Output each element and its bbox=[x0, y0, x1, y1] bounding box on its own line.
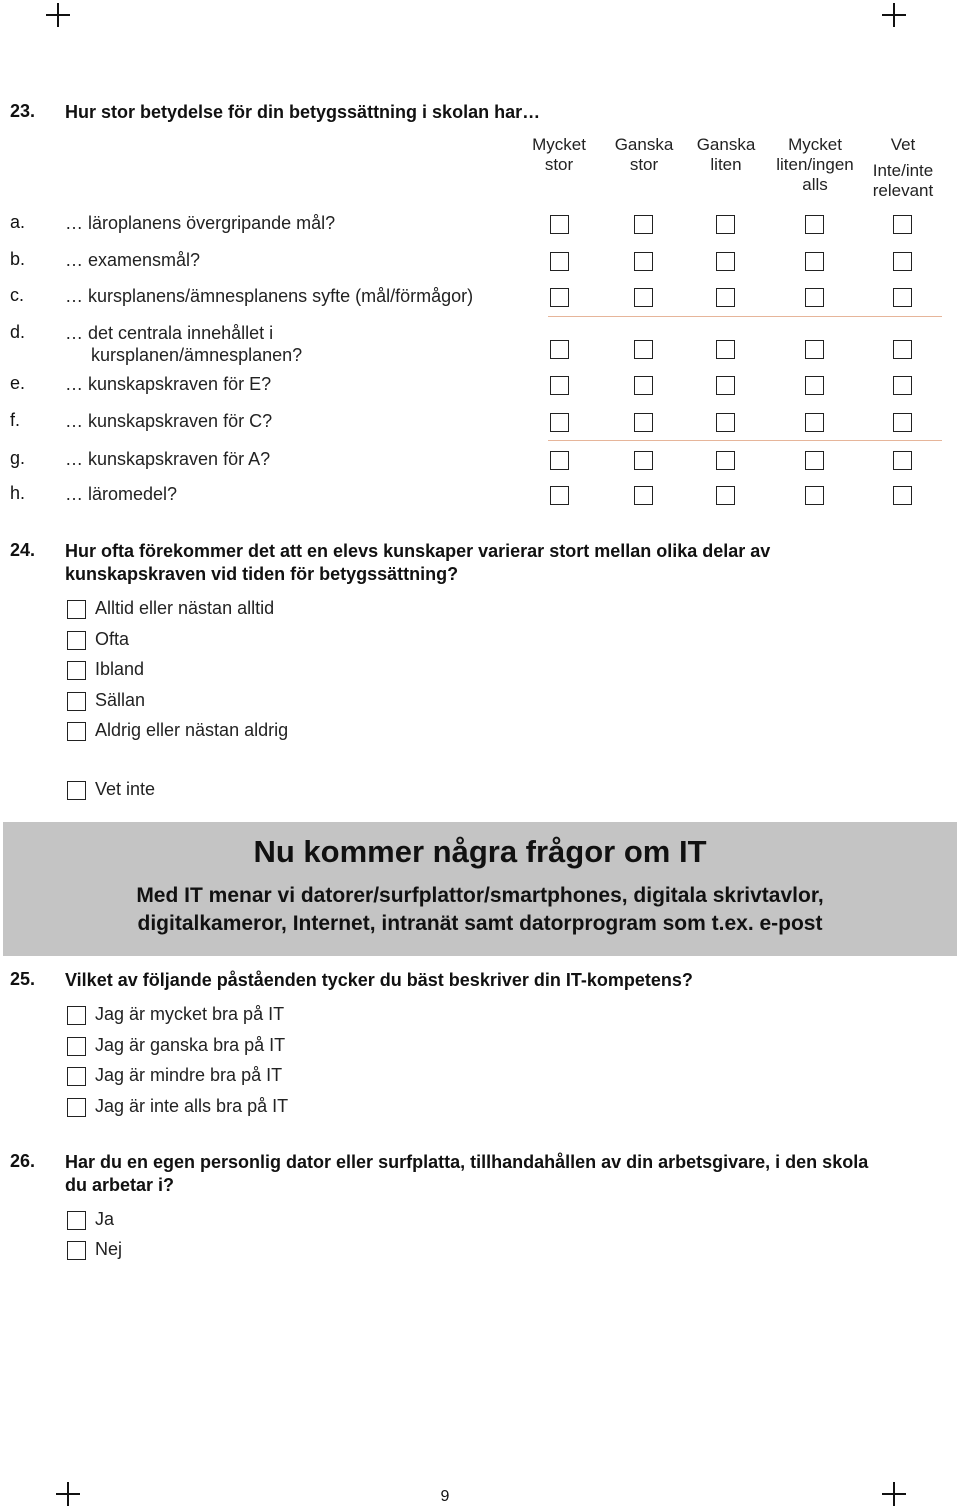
checkbox[interactable] bbox=[550, 288, 569, 307]
question-23-row-d bbox=[0, 322, 944, 368]
checkbox[interactable] bbox=[893, 376, 912, 395]
row-label: … kunskapskraven för C? bbox=[65, 411, 273, 431]
option-label: Jag är ganska bra på IT bbox=[95, 1035, 286, 1055]
column-header-line: stor bbox=[629, 155, 659, 174]
checkbox[interactable] bbox=[67, 781, 86, 800]
checkbox[interactable] bbox=[634, 340, 653, 359]
checkbox[interactable] bbox=[67, 692, 86, 711]
section-banner-subtitle bbox=[3, 882, 957, 938]
page-number: 9 bbox=[440, 1488, 450, 1505]
checkbox[interactable] bbox=[550, 413, 569, 432]
checkbox[interactable] bbox=[67, 1037, 86, 1056]
checkbox[interactable] bbox=[716, 252, 735, 271]
question-23-text: Hur stor betydelse för din betygssättning i skolan har… bbox=[65, 102, 541, 122]
checkbox[interactable] bbox=[67, 661, 86, 680]
checkbox[interactable] bbox=[634, 451, 653, 470]
checkbox[interactable] bbox=[67, 1006, 86, 1025]
checkbox[interactable] bbox=[716, 486, 735, 505]
option-label: Ofta bbox=[95, 629, 130, 649]
checkbox[interactable] bbox=[716, 376, 735, 395]
row-letter: h. bbox=[10, 483, 26, 503]
column-header-line: Ganska bbox=[614, 135, 674, 154]
question-23-number: 23. bbox=[10, 101, 36, 121]
checkbox[interactable] bbox=[716, 413, 735, 432]
column-header-line: Mycket bbox=[532, 135, 586, 154]
registration-mark-bottom-left bbox=[56, 1482, 80, 1506]
option-label: Ja bbox=[95, 1209, 115, 1229]
column-header-line: Vet bbox=[890, 135, 916, 154]
checkbox[interactable] bbox=[893, 288, 912, 307]
question-23-row-f bbox=[0, 410, 944, 438]
checkbox[interactable] bbox=[805, 288, 824, 307]
checkbox[interactable] bbox=[634, 288, 653, 307]
checkbox[interactable] bbox=[67, 1067, 86, 1086]
column-header-line: Inte/inte bbox=[872, 161, 934, 180]
row-label: … läroplanens övergripande mål? bbox=[65, 213, 336, 233]
option-label: Alltid eller nästan alltid bbox=[95, 598, 275, 618]
checkbox[interactable] bbox=[893, 451, 912, 470]
checkbox[interactable] bbox=[67, 1241, 86, 1260]
question-26-number: 26. bbox=[10, 1151, 36, 1171]
checkbox[interactable] bbox=[634, 252, 653, 271]
checkbox[interactable] bbox=[893, 340, 912, 359]
checkbox[interactable] bbox=[805, 252, 824, 271]
question-25-number: 25. bbox=[10, 969, 36, 989]
option-label: Aldrig eller nästan aldrig bbox=[95, 720, 289, 740]
row-divider bbox=[548, 440, 942, 441]
checkbox[interactable] bbox=[805, 451, 824, 470]
row-letter: g. bbox=[10, 448, 26, 468]
option-label: Nej bbox=[95, 1239, 123, 1259]
question-24-number: 24. bbox=[10, 540, 36, 560]
registration-mark-bottom-right bbox=[882, 1482, 906, 1506]
column-header-mycket-liten bbox=[765, 135, 865, 195]
checkbox[interactable] bbox=[550, 376, 569, 395]
question-23-row-h bbox=[0, 483, 944, 511]
column-header-line: liten bbox=[710, 155, 742, 174]
registration-mark-top-right bbox=[882, 3, 906, 27]
row-divider bbox=[548, 316, 942, 317]
row-label-line2: kursplanen/ämnesplanen? bbox=[91, 345, 303, 365]
question-24-text: Hur ofta förekommer det att en elevs kunskaper varierar stort mellan olika delar av kunskapskraven vid tiden för betygssättning? bbox=[65, 541, 771, 584]
option-label: Jag är inte alls bra på IT bbox=[95, 1096, 289, 1116]
row-label: … kunskapskraven för A? bbox=[65, 449, 271, 469]
checkbox[interactable] bbox=[550, 252, 569, 271]
checkbox[interactable] bbox=[716, 451, 735, 470]
checkbox[interactable] bbox=[634, 376, 653, 395]
subtitle-line: Med IT menar vi datorer/surfplattor/smartphones, digitala skrivtavlor, bbox=[136, 884, 824, 907]
checkbox[interactable] bbox=[805, 486, 824, 505]
column-header-line: relevant bbox=[872, 181, 934, 200]
checkbox[interactable] bbox=[716, 215, 735, 234]
checkbox[interactable] bbox=[716, 288, 735, 307]
row-label: … examensmål? bbox=[65, 250, 201, 270]
checkbox[interactable] bbox=[716, 340, 735, 359]
row-label-line1: … det centrala innehållet i bbox=[65, 323, 274, 343]
checkbox[interactable] bbox=[893, 252, 912, 271]
checkbox[interactable] bbox=[805, 376, 824, 395]
checkbox[interactable] bbox=[805, 340, 824, 359]
row-label: … kunskapskraven för E? bbox=[65, 374, 272, 394]
question-23-row-a bbox=[0, 212, 944, 240]
row-letter: e. bbox=[10, 373, 26, 393]
checkbox[interactable] bbox=[550, 215, 569, 234]
checkbox[interactable] bbox=[67, 722, 86, 741]
checkbox[interactable] bbox=[893, 486, 912, 505]
column-header-line: Mycket bbox=[788, 135, 842, 154]
checkbox[interactable] bbox=[805, 215, 824, 234]
subtitle-line: digitalkameror, Internet, intranät samt datorprogram som t.ex. e-post bbox=[137, 912, 823, 935]
option-label: Vet inte bbox=[95, 779, 156, 799]
question-23-row-e bbox=[0, 373, 944, 401]
row-letter: b. bbox=[10, 249, 26, 269]
row-label: … läromedel? bbox=[65, 484, 178, 504]
question-23-row-b bbox=[0, 249, 944, 277]
question-23-row-c bbox=[0, 285, 944, 313]
question-25-text: Vilket av följande påståenden tycker du bäst beskriver din IT-kompetens? bbox=[65, 970, 693, 990]
checkbox[interactable] bbox=[893, 413, 912, 432]
row-letter: c. bbox=[10, 285, 25, 305]
option-label: Sällan bbox=[95, 690, 146, 710]
checkbox[interactable] bbox=[550, 340, 569, 359]
checkbox[interactable] bbox=[67, 631, 86, 650]
checkbox[interactable] bbox=[893, 215, 912, 234]
checkbox[interactable] bbox=[634, 413, 653, 432]
row-letter: d. bbox=[10, 322, 26, 342]
checkbox[interactable] bbox=[67, 600, 86, 619]
row-letter: f. bbox=[10, 410, 21, 430]
checkbox[interactable] bbox=[634, 486, 653, 505]
checkbox[interactable] bbox=[67, 1098, 86, 1117]
option-label: Ibland bbox=[95, 659, 145, 679]
checkbox[interactable] bbox=[550, 451, 569, 470]
checkbox[interactable] bbox=[67, 1211, 86, 1230]
column-header-line: alls bbox=[802, 175, 828, 194]
column-header-vet-inte bbox=[853, 135, 953, 201]
column-header-line: Ganska bbox=[696, 135, 756, 154]
section-banner bbox=[3, 822, 957, 956]
question-26-text: Har du en egen personlig dator eller surfplatta, tillhandahållen av din arbetsgivare, i den skola du arbetar i? bbox=[65, 1152, 869, 1195]
row-label: … kursplanens/ämnesplanens syfte (mål/förmågor) bbox=[65, 286, 474, 306]
column-header-ganska-liten bbox=[676, 135, 776, 175]
checkbox[interactable] bbox=[634, 215, 653, 234]
column-header-line: stor bbox=[544, 155, 574, 174]
registration-mark-top-left bbox=[46, 3, 70, 27]
section-banner-title: Nu kommer några frågor om IT bbox=[253, 834, 707, 869]
question-23-row-g bbox=[0, 448, 944, 476]
option-label: Jag är mycket bra på IT bbox=[95, 1004, 285, 1024]
checkbox[interactable] bbox=[805, 413, 824, 432]
column-header-line: liten/ingen bbox=[776, 155, 854, 174]
checkbox[interactable] bbox=[550, 486, 569, 505]
row-letter: a. bbox=[10, 212, 26, 232]
option-label: Jag är mindre bra på IT bbox=[95, 1065, 283, 1085]
